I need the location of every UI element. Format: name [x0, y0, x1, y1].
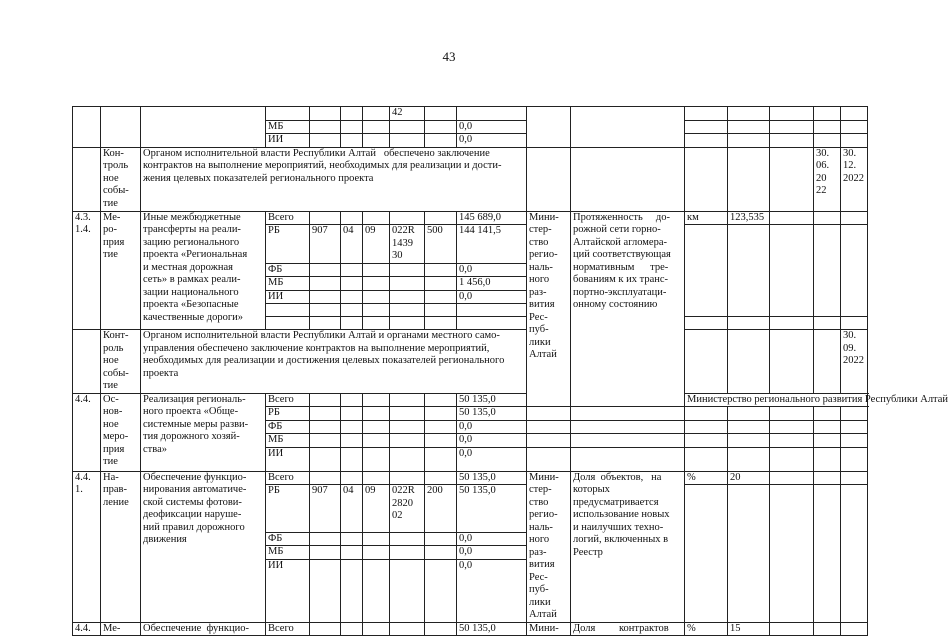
- csr-code: 42: [390, 107, 425, 121]
- sum-value: 50 135,0: [457, 471, 527, 485]
- unit: %: [685, 471, 728, 485]
- responsible: Мини- стер- ство регио- наль- ного раз- вития Рес- пуб- лики Алтай: [527, 471, 571, 622]
- item-name: Обеспечение функцио-: [141, 622, 266, 636]
- source-label: ФБ: [266, 420, 310, 434]
- table-row: [73, 211, 868, 225]
- source-label: Всего: [266, 393, 310, 407]
- subsection-code: 09: [363, 225, 390, 264]
- event-text: Органом исполнительной власти Республики Алтай обеспечено заключение контрактов на выполнение мероприятий, необходимых для реализации и дости- жения целевых показателей регионального проекта: [141, 147, 527, 211]
- source-label: ИИ: [266, 290, 310, 304]
- table-row: [73, 622, 868, 636]
- sum-value: 0,0: [457, 420, 527, 434]
- unit: км: [685, 211, 728, 225]
- section-code: 04: [341, 485, 363, 533]
- source-label: ИИ: [266, 134, 310, 148]
- responsible: Министерство регионального развития Республики Алтай: [685, 393, 868, 407]
- event-label: Конт- роль ное собы- тие: [101, 330, 141, 394]
- indicator: Доля контрактов: [571, 622, 685, 636]
- source-label: ФБ: [266, 263, 310, 277]
- source-label: МБ: [266, 546, 310, 560]
- item-name: Обеспечение функцио- нирования автоматиче- ской системы фотови- деофиксации наруше- ний правил дорожного движения: [141, 471, 266, 622]
- source-label: ФБ: [266, 532, 310, 546]
- source-label: РБ: [266, 407, 310, 421]
- table-row: [73, 330, 868, 394]
- event-date-end: 30. 09. 2022: [841, 330, 868, 394]
- sum-value: 0,0: [457, 559, 527, 622]
- indicator-value: 20: [728, 471, 770, 485]
- sum-value: 145 689,0: [457, 211, 527, 225]
- table-row: [73, 393, 868, 407]
- item-number: 4.4.: [73, 393, 101, 471]
- sum-value: 50 135,0: [457, 622, 527, 636]
- item-number: 4.3. 1.4.: [73, 211, 101, 330]
- program-table: [72, 106, 948, 636]
- event-text: Органом исполнительной власти Республики Алтай и органами местного само- управления обеспечено заключение контрактов на выполнение мероприятий, необходимых для реализации и достижения целевых показателей регионального проекта: [141, 330, 527, 394]
- source-label: РБ: [266, 485, 310, 533]
- source-label: ИИ: [266, 559, 310, 622]
- sum-value: 144 141,5: [457, 225, 527, 264]
- source-label: ИИ: [266, 447, 310, 471]
- expense-type-code: 500: [425, 225, 457, 264]
- responsible: Мини- стер- ство регио- наль- ного раз- вития Рес- пуб- лики Алтай: [527, 211, 571, 407]
- expense-type-code: 200: [425, 485, 457, 533]
- item-name: Иные межбюджетные трансферты на реали- зацию регионального проекта «Региональная и местная дорожная сеть» в рамках реали- зации национального проекта «Безопасные качественные дороги»: [141, 211, 266, 330]
- table-row: [73, 107, 868, 121]
- source-label: Всего: [266, 471, 310, 485]
- sum-value: 50 135,0: [457, 485, 527, 533]
- sum-value: 0,0: [457, 447, 527, 471]
- source-label: РБ: [266, 225, 310, 264]
- csr-code: 022R 1439 30: [390, 225, 425, 264]
- item-type: На- прав- ление: [101, 471, 141, 622]
- sum-value: 0,0: [457, 290, 527, 304]
- sum-value: 1 456,0: [457, 277, 527, 291]
- csr-code: 022R 2820 02: [390, 485, 425, 533]
- source-label: МБ: [266, 120, 310, 134]
- indicator: Протяженность до- рожной сети горно- Алтайской агломера- ций соответствующая нормативным тре- бованиям к их транс- портно-эксплуатаци- онному состоянию: [571, 211, 685, 407]
- sum-value: 50 135,0: [457, 407, 527, 421]
- source-label: Всего: [266, 211, 310, 225]
- section-code: 04: [341, 225, 363, 264]
- sum-value: 0,0: [457, 546, 527, 560]
- sum-value: 0,0: [457, 532, 527, 546]
- sum-value: 0,0: [457, 263, 527, 277]
- event-date-end: 30. 12. 2022: [841, 147, 868, 211]
- table-row: [73, 471, 868, 485]
- sum-value: 0,0: [457, 134, 527, 148]
- item-type: Ме-: [101, 622, 141, 636]
- source-label: МБ: [266, 434, 310, 448]
- subsection-code: 09: [363, 485, 390, 533]
- item-number: 4.4.: [73, 622, 101, 636]
- indicator-value: 123,535: [728, 211, 770, 225]
- table-row: [73, 147, 868, 211]
- item-name: Реализация региональ- ного проекта «Обще- системные меры разви- тия дорожного хозяй- ства»: [141, 393, 266, 471]
- grbs-code: 907: [310, 225, 341, 264]
- item-type: Ос- нов- ное меро- прия тие: [101, 393, 141, 471]
- event-label: Кон- троль ное собы- тие: [101, 147, 141, 211]
- indicator-value: 15: [728, 622, 770, 636]
- sum-value: 50 135,0: [457, 393, 527, 407]
- grbs-code: 907: [310, 485, 341, 533]
- sum-value: 0,0: [457, 434, 527, 448]
- sum-value: 0,0: [457, 120, 527, 134]
- source-label: МБ: [266, 277, 310, 291]
- source-label: Всего: [266, 622, 310, 636]
- indicator: Доля объектов, на которых предусматривается использование новых и наилучших техно- логий, включенных в Реестр: [571, 471, 685, 622]
- item-type: Ме- ро- прия тие: [101, 211, 141, 330]
- item-number: 4.4. 1.: [73, 471, 101, 622]
- event-date-start: 30. 06. 20 22: [814, 147, 841, 211]
- page-number: 43: [442, 49, 456, 64]
- unit: %: [685, 622, 728, 636]
- responsible: Мини-: [527, 622, 571, 636]
